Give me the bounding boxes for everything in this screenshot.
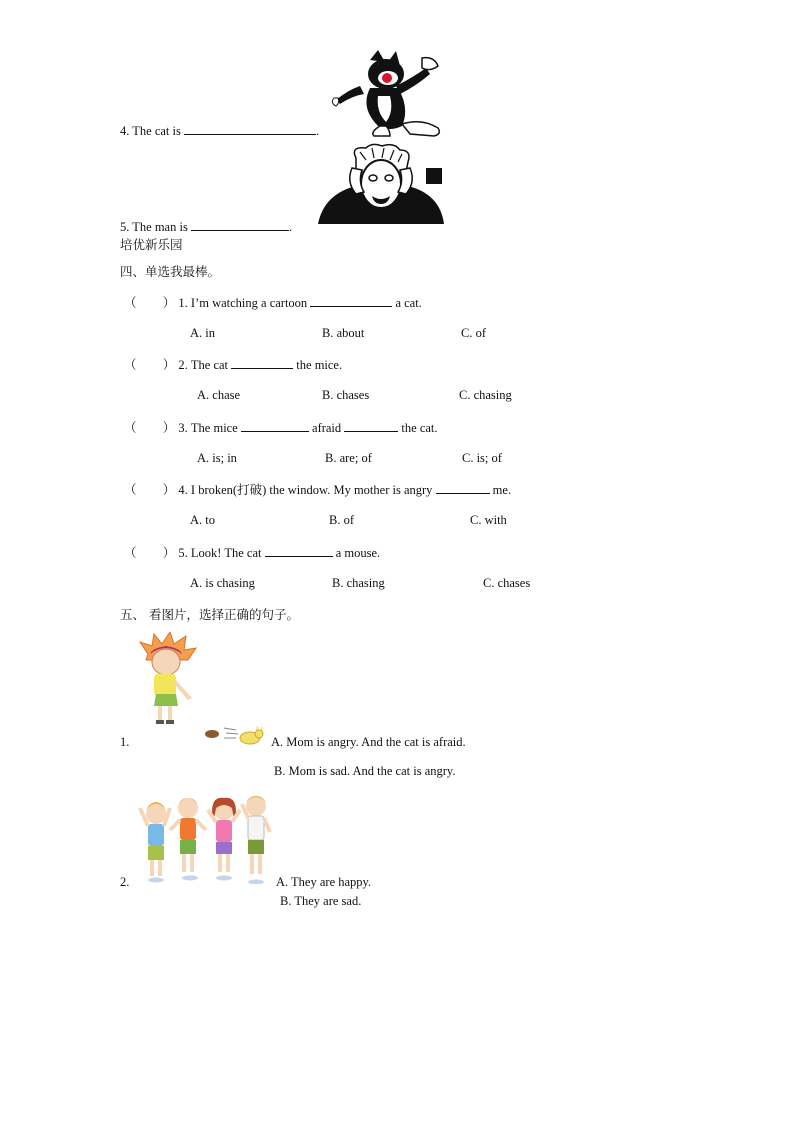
running-cat-illustration	[204, 724, 266, 748]
mc2-blank[interactable]	[231, 357, 293, 369]
mc5-option-a[interactable]: A. is chasing	[190, 576, 255, 590]
q5-text: 5. The man is	[120, 220, 188, 234]
s5-item2-option-b[interactable]: B. They are sad.	[280, 894, 362, 908]
mc4-option-b[interactable]: B. of	[329, 513, 354, 527]
mc2-option-a[interactable]: A. chase	[197, 388, 241, 402]
mc3-option-b[interactable]: B. are; of	[325, 451, 372, 465]
mc1-option-c[interactable]: C. of	[461, 326, 486, 340]
q5-blank[interactable]	[191, 219, 289, 231]
angry-cat-illustration	[330, 48, 445, 138]
q5-line: 5. The man is .	[120, 220, 293, 234]
mc5-blank[interactable]	[265, 545, 333, 557]
mc1-option-b[interactable]: B. about	[322, 326, 365, 340]
mc-question-3: （ ） 3. The mice afraid the cat.	[124, 421, 438, 435]
s5-item1-option-b[interactable]: B. Mom is sad. And the cat is angry.	[274, 764, 456, 778]
mc-question-4: （ ） 4. I broken(打破) the window. My mother is angry me.	[124, 483, 512, 497]
mc5-option-c[interactable]: C. chases	[483, 576, 531, 590]
mc5-option-b[interactable]: B. chasing	[332, 576, 385, 590]
q4-text: 4. The cat is	[120, 124, 181, 138]
mc3-blank-1[interactable]	[241, 420, 309, 432]
mc3-option-a[interactable]: A. is; in	[197, 451, 237, 465]
mc-question-1: （ ） 1. I’m watching a cartoon a cat.	[124, 296, 422, 310]
mc-question-2: （ ） 2. The cat the mice.	[124, 358, 343, 372]
frightened-man-illustration	[316, 142, 446, 224]
mc2-option-c[interactable]: C. chasing	[459, 388, 512, 402]
mc4-option-c[interactable]: C. with	[470, 513, 507, 527]
s5-item1-number: 1.	[120, 735, 130, 749]
happy-kids-illustration	[138, 792, 278, 884]
mc3-option-c[interactable]: C. is; of	[462, 451, 502, 465]
section5-title: 五、 看图片，选择正确的句子。	[120, 607, 299, 622]
s5-item2-number: 2.	[120, 875, 130, 889]
mc3-blank-2[interactable]	[344, 420, 398, 432]
mc1-option-a[interactable]: A. in	[190, 326, 215, 340]
q4-line: 4. The cat is .	[120, 124, 320, 138]
banner-text: 培优新乐园	[120, 237, 183, 252]
s5-item1-option-a[interactable]: A. Mom is angry. And the cat is afraid.	[271, 735, 466, 749]
s5-item2-option-a[interactable]: A. They are happy.	[276, 875, 372, 889]
section4-title: 四、单选我最棒。	[120, 264, 221, 279]
angry-mom-illustration	[136, 632, 198, 726]
mc2-option-b[interactable]: B. chases	[322, 388, 370, 402]
mc-question-5: （ ） 5. Look! The cat a mouse.	[124, 546, 381, 560]
mc4-blank[interactable]	[436, 482, 490, 494]
q4-blank[interactable]	[184, 123, 316, 135]
mc1-blank[interactable]	[310, 295, 392, 307]
mc4-option-a[interactable]: A. to	[190, 513, 215, 527]
